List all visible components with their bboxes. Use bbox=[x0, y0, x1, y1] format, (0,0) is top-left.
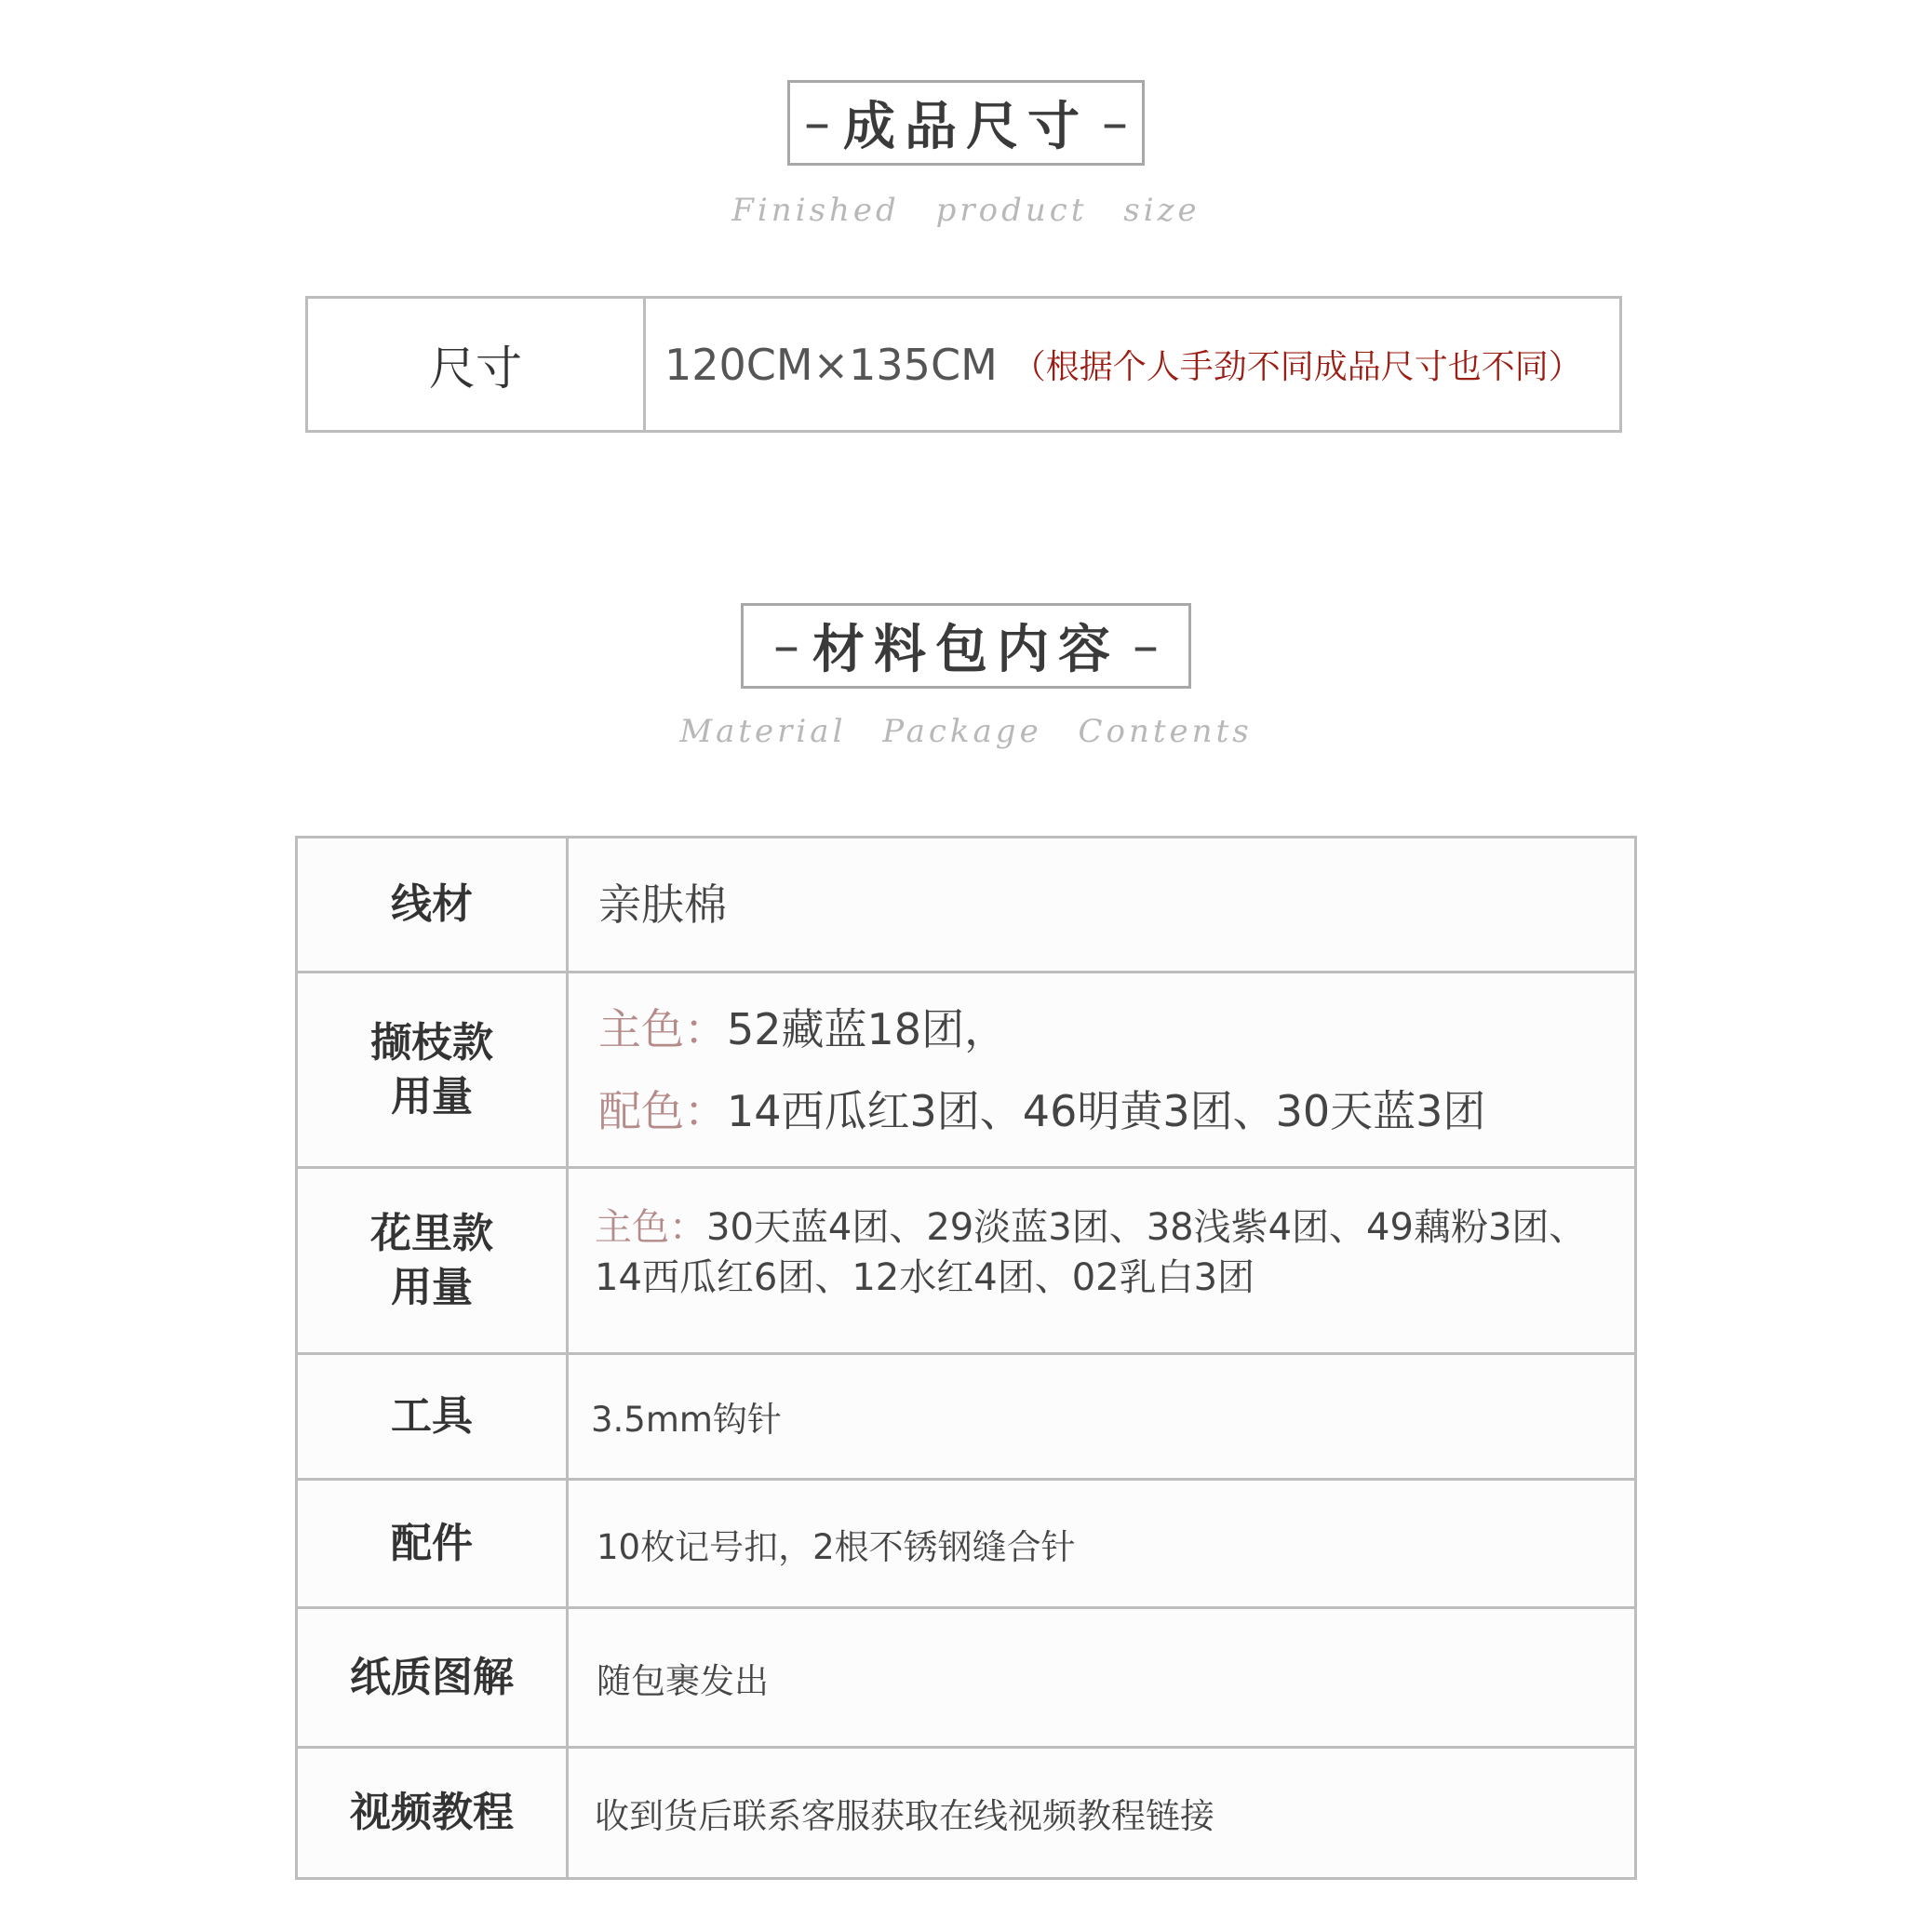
size-section-title bbox=[787, 80, 1145, 166]
title-dash-left: – bbox=[804, 92, 830, 154]
row-value bbox=[569, 1169, 1634, 1352]
size-value-cell bbox=[646, 299, 1619, 430]
materials-table bbox=[295, 836, 1637, 1880]
table-row bbox=[298, 1355, 1634, 1481]
row-value bbox=[569, 1355, 1634, 1478]
table-row bbox=[298, 1609, 1634, 1749]
table-row bbox=[298, 1481, 1634, 1609]
table-row bbox=[298, 1169, 1634, 1355]
row-value bbox=[569, 1749, 1634, 1877]
subtitle-word: Contents bbox=[1078, 713, 1253, 750]
tools-value: 3.5mm钩针 bbox=[591, 1400, 782, 1440]
size-section-subtitle bbox=[651, 192, 1281, 229]
match-color-prefix: 配色： bbox=[598, 1085, 727, 1136]
subtitle-word: Material bbox=[679, 713, 847, 750]
row-value bbox=[569, 1481, 1634, 1606]
match-color-line bbox=[598, 1070, 1634, 1152]
row-label: 撷枝款 用量 bbox=[298, 973, 569, 1166]
table-row bbox=[298, 973, 1634, 1169]
subtitle-word: size bbox=[1123, 192, 1201, 229]
materials-section-title bbox=[741, 603, 1191, 689]
materials-section-subtitle bbox=[633, 713, 1299, 750]
table-row bbox=[298, 1749, 1634, 1877]
row-label: 工具 bbox=[298, 1355, 569, 1478]
row-label: 视频教程 bbox=[298, 1749, 569, 1877]
size-table bbox=[305, 296, 1622, 433]
yarn-value: 亲肤棉 bbox=[598, 879, 727, 930]
main-color-line bbox=[598, 988, 1634, 1070]
title-dash-right: – bbox=[1133, 615, 1159, 677]
row-value bbox=[569, 973, 1634, 1166]
title-dash-left: – bbox=[773, 615, 799, 677]
size-section-title-text: 成品尺寸 bbox=[843, 97, 1089, 157]
main-color-value: 52藏蓝18团， bbox=[727, 1003, 1008, 1054]
row-label: 花里款 用量 bbox=[298, 1169, 569, 1352]
main-color-line-2: 14西瓜红6团、12水红4团、02乳白3团 bbox=[595, 1256, 1255, 1299]
title-dash-right: – bbox=[1102, 92, 1128, 154]
row-label: 配件 bbox=[298, 1481, 569, 1606]
subtitle-word: product bbox=[935, 192, 1088, 229]
diagram-value: 随包裹发出 bbox=[597, 1660, 769, 1701]
size-note: （根据个人手劲不同成品尺寸也不同） bbox=[1012, 348, 1582, 386]
main-color-prefix: 主色： bbox=[595, 1206, 706, 1249]
video-value: 收到货后联系客服获取在线视频教程链接 bbox=[595, 1796, 1214, 1836]
match-color-value: 14西瓜红3团、46明黄3团、30天蓝3团 bbox=[727, 1085, 1486, 1136]
main-color-line bbox=[595, 1202, 1634, 1253]
row-label: 线材 bbox=[298, 839, 569, 971]
materials-section-title-text: 材料包内容 bbox=[812, 620, 1120, 680]
size-label: 尺寸 bbox=[308, 299, 646, 430]
subtitle-word: Finished bbox=[731, 192, 900, 229]
row-label: 纸质图解 bbox=[298, 1609, 569, 1746]
row-value bbox=[569, 839, 1634, 971]
main-color-prefix: 主色： bbox=[598, 1003, 727, 1054]
main-color-value: 30天蓝4团、29淡蓝3团、38浅紫4团、49藕粉3团、 bbox=[706, 1206, 1587, 1249]
row-value bbox=[569, 1609, 1634, 1746]
table-row bbox=[298, 839, 1634, 973]
size-value: 120CM×135CM bbox=[664, 339, 998, 390]
subtitle-word: Package bbox=[882, 713, 1042, 750]
accessories-value: 10枚记号扣，2根不锈钢缝合针 bbox=[597, 1526, 1076, 1567]
